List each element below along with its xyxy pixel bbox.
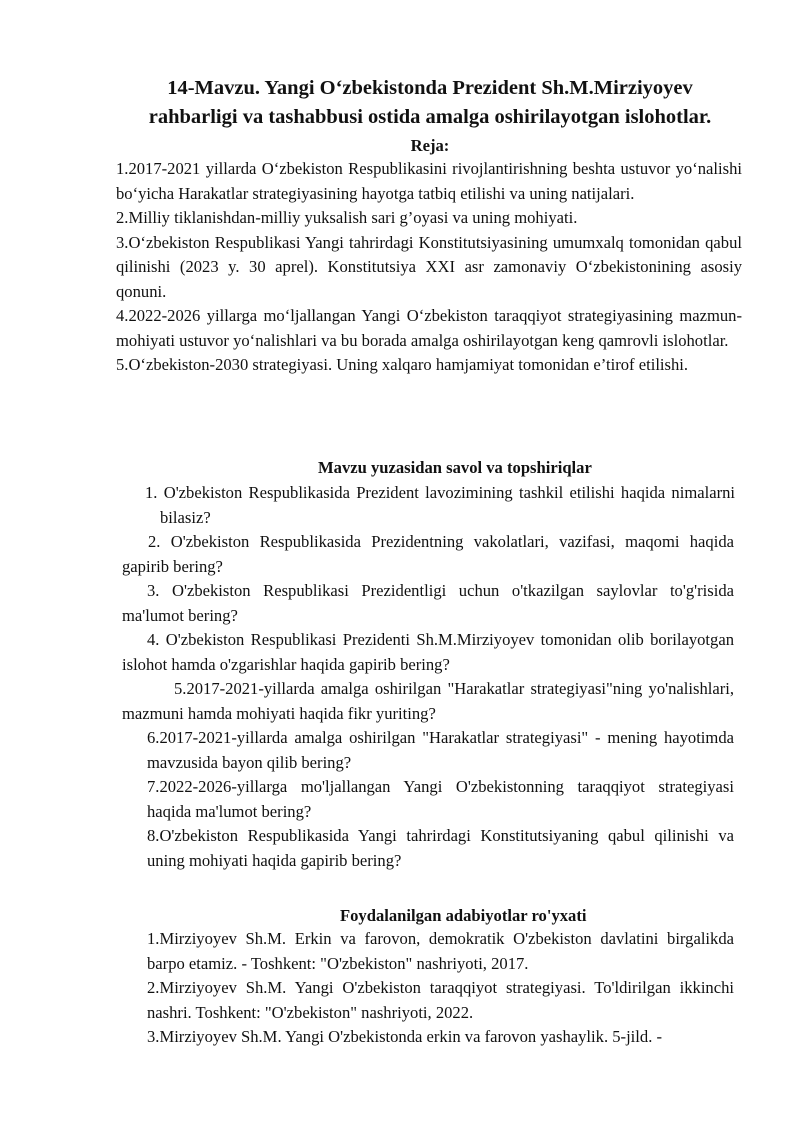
plan-item: 4.2022-2026 yillarga mo‘ljallangan Yangi O‘zbekiston taraqqiyot strategiyasining mazmun-mohiyati ustuvor yo‘nalishlari va bu borada amalga oshirilayotgan keng qamrovli islohotlar. (116, 306, 742, 350)
plan-item: 5.O‘zbekiston-2030 strategiyasi. Uning xalqaro hamjamiyat tomonidan e’tirof etilishi. (116, 355, 689, 374)
questions-list (0, 481, 800, 873)
page-title (100, 74, 760, 132)
question-item: 8.O'zbekiston Respublikasida Yangi tahrirdagi Konstitutsiyaning qabul qilinishi va uning mohiyati haqida gapirib bering? (147, 826, 734, 870)
references-heading: Foydalanilgan adabiyotlar ro'yxati (340, 906, 587, 925)
reference-item: 3.Mirziyoyev Sh.M. Yangi O'zbekistonda erkin va farovon yashaylik. 5-jild. - (147, 1027, 663, 1046)
plan-list (116, 157, 742, 378)
questions-heading: Mavzu yuzasidan savol va topshiriqlar (318, 458, 592, 477)
question-item: 2. O'zbekiston Respublikasida Prezidentning vakolatlari, vazifasi, maqomi haqida gapirib bering? (122, 532, 734, 576)
reference-item: 2.Mirziyoyev Sh.M. Yangi O'zbekiston taraqqiyot strategiyasi. To'ldirilgan ikkinchi nashri. Toshkent: "O'zbekiston" nashriyoti, 2022. (147, 978, 734, 1022)
question-item: 5.2017-2021-yillarda amalga oshirilgan "Harakatlar strategiyasi"ning yo'nalishlari, mazmuni hamda mohiyati haqida fikr yuriting? (122, 679, 734, 723)
title-line-2: rahbarligi va tashabbusi ostida amalga oshirilayotgan islohotlar. (148, 106, 712, 128)
question-item: 7.2022-2026-yillarga mo'ljallangan Yangi O'zbekistonning taraqqiyot strategiyasi haqida ma'lumot bering? (147, 777, 734, 821)
question-item: 3. O'zbekiston Respublikasi Prezidentligi uchun o'tkazilgan saylovlar to'g'risida ma'lumot bering? (122, 581, 734, 625)
title-line-1: 14-Mavzu. Yangi O‘zbekistonda Prezident Sh.M.Mirziyoyev (167, 77, 693, 99)
plan-item: 2.Milliy tiklanishdan-milliy yuksalish sari g’oyasi va uning mohiyati. (116, 208, 578, 227)
reference-item: 1.Mirziyoyev Sh.M. Erkin va farovon, demokratik O'zbekiston davlatini birgalikda barpo etamiz. - Toshkent: "O'zbekiston" nashriyoti, 2017. (147, 929, 734, 973)
plan-item: 1.2017-2021 yillarda O‘zbekiston Respublikasini rivojlantirishning beshta ustuvor yo‘nalishi bo‘yicha Harakatlar strategiyasining hayotga tatbiq etilishi va uning natijalari. (116, 159, 742, 203)
plan-heading: Reja: (410, 136, 450, 155)
references-list (147, 927, 734, 1050)
question-item: 6.2017-2021-yillarda amalga oshirilgan "Harakatlar strategiyasi" - mening hayotimda mavzusida bayon qilib bering? (147, 728, 734, 772)
plan-item: 3.O‘zbekiston Respublikasi Yangi tahrirdagi Konstitutsiyasining umumxalq tomonidan qabul qilinishi (2023 y. 30 aprel). Konstitutsiya XXI asr zamonaviy O‘zbekistonining asosiy qonuni. (116, 232, 742, 301)
question-item: 4. O'zbekiston Respublikasi Prezidenti Sh.M.Mirziyoyev tomonidan olib borilayotgan islohot hamda o'zgarishlar haqida gapirib bering? (122, 630, 734, 674)
question-item: 1. O'zbekiston Respublikasida Prezident lavozimining tashkil etilishi haqida nimalarni bilasiz? (145, 483, 735, 527)
